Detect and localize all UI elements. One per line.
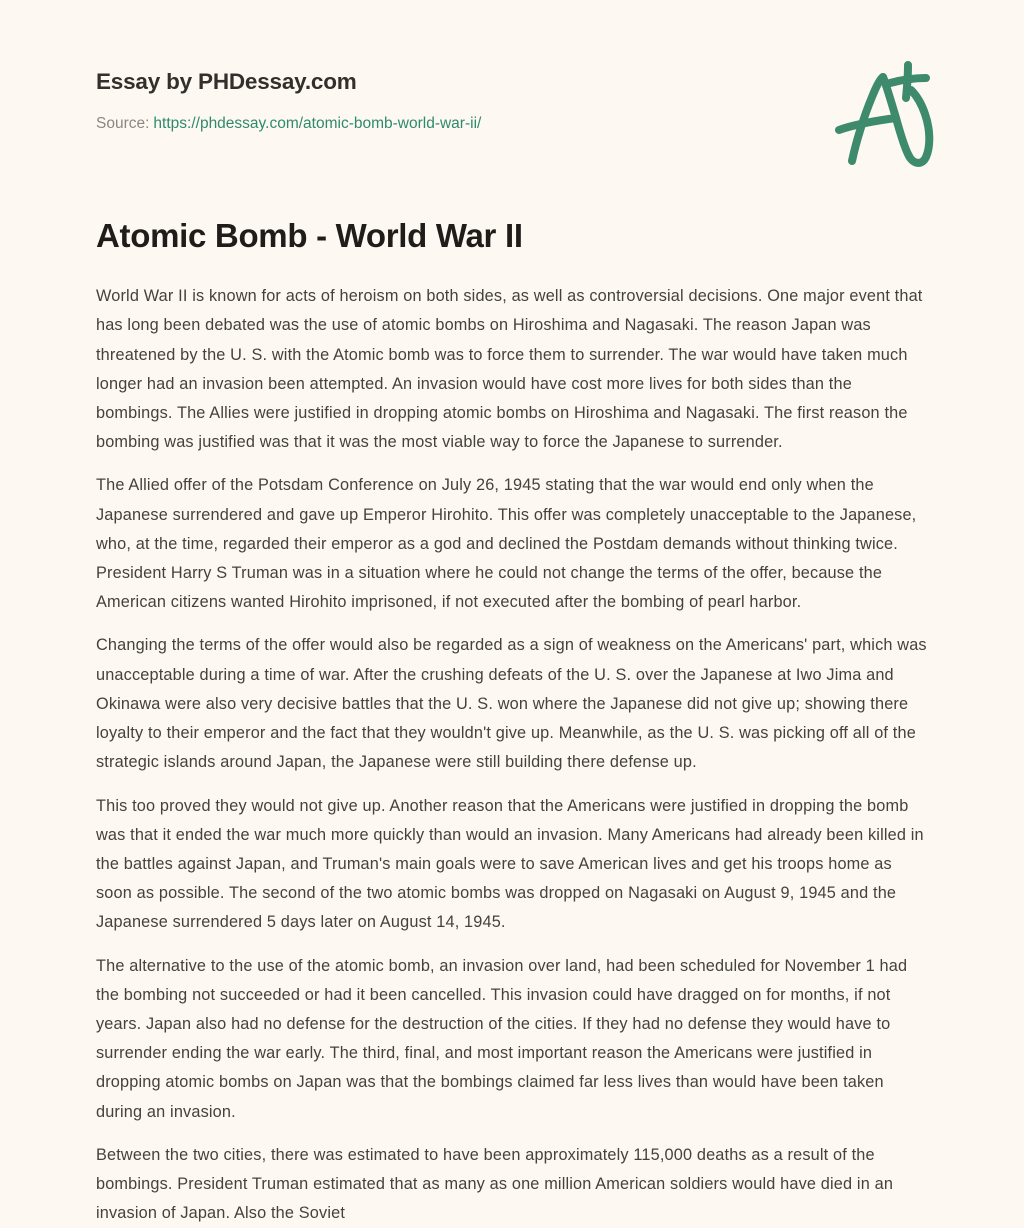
aplus-logo-icon xyxy=(812,52,942,174)
article xyxy=(96,215,932,1228)
page-header xyxy=(0,0,1024,200)
paragraph: World War II is known for acts of heroism on both sides, as well as controversial decisions. One major event that has long been debated was the use of atomic bombs on Hiroshima and Nagasaki. The reason Japan was threatened by the U. S. with the Atomic bomb was to force them to surrender. The war would have taken much longer had an invasion been attempted. An invasion would have cost more lives for both sides than the bombings. The Allies were justified in dropping atomic bombs on Hiroshima and Nagasaki. The first reason the bombing was justified was that it was the most viable way to force the Japanese to surrender. xyxy=(96,287,923,452)
source-label: Source: xyxy=(96,115,150,132)
source-line xyxy=(96,95,736,134)
brand-block xyxy=(96,68,736,134)
paragraph: Between the two cities, there was estimated to have been approximately 115,000 deaths as a result of the bombings. President Truman estimated that as many as one million American soldiers would have died in an invasion of Japan. Also the Soviet xyxy=(96,1145,894,1223)
paragraph: Changing the terms of the offer would also be regarded as a sign of weakness on the Americans' part, which was unacceptable during a time of war. After the crushing defeats of the U. S. over the Japanese at Iwo Jima and Okinawa were also very decisive battles that the U. S. won where the Japanese did not give up; showing there loyalty to their emperor and the fact that they wouldn't give up. Meanwhile, as the U. S. was picking off all of the strategic islands around Japan, the Japanese were still building there defense up. xyxy=(96,636,927,772)
paragraph: This too proved they would not give up. Another reason that the Americans were justified in dropping the bomb was that it ended the war much more quickly than would an invasion. Many Americans had already been killed in the battles against Japan, and Truman's main goals were to save American lives and get his troops home as soon as possible. The second of the two atomic bombs was dropped on Nagasaki on August 9, 1945 and the Japanese surrendered 5 days later on August 14, 1945. xyxy=(96,796,924,932)
page-title: Atomic Bomb - World War II xyxy=(96,217,523,254)
aplus-logo-svg xyxy=(812,52,942,174)
paragraph: The Allied offer of the Potsdam Conference on July 26, 1945 stating that the war would end only when the Japanese surrendered and gave up Emperor Hirohito. This offer was completely unacceptable to the Japanese, who, at the time, regarded their emperor as a god and declined the Postdam demands without thinking twice. President Harry S Truman was in a situation where he could not change the terms of the offer, because the American citizens wanted Hirohito imprisoned, if not executed after the bombing of pearl harbor. xyxy=(96,476,917,612)
paragraph: The alternative to the use of the atomic bomb, an invasion over land, had been scheduled for November 1 had the bombing not succeeded or had it been cancelled. This invasion could have dragged on for months, if not years. Japan also had no defense for the destruction of the cities. If they had no defense they would have to surrender ending the war early. The third, final, and most important reason the Americans were justified in dropping atomic bombs on Japan was that the bombings claimed far less lives than would have been taken during an invasion. xyxy=(96,956,908,1121)
article-body xyxy=(96,282,932,1228)
brand-title: Essay by PHDessay.com xyxy=(96,69,357,94)
source-url-link[interactable]: https://phdessay.com/atomic-bomb-world-war-ii/ xyxy=(153,115,482,132)
